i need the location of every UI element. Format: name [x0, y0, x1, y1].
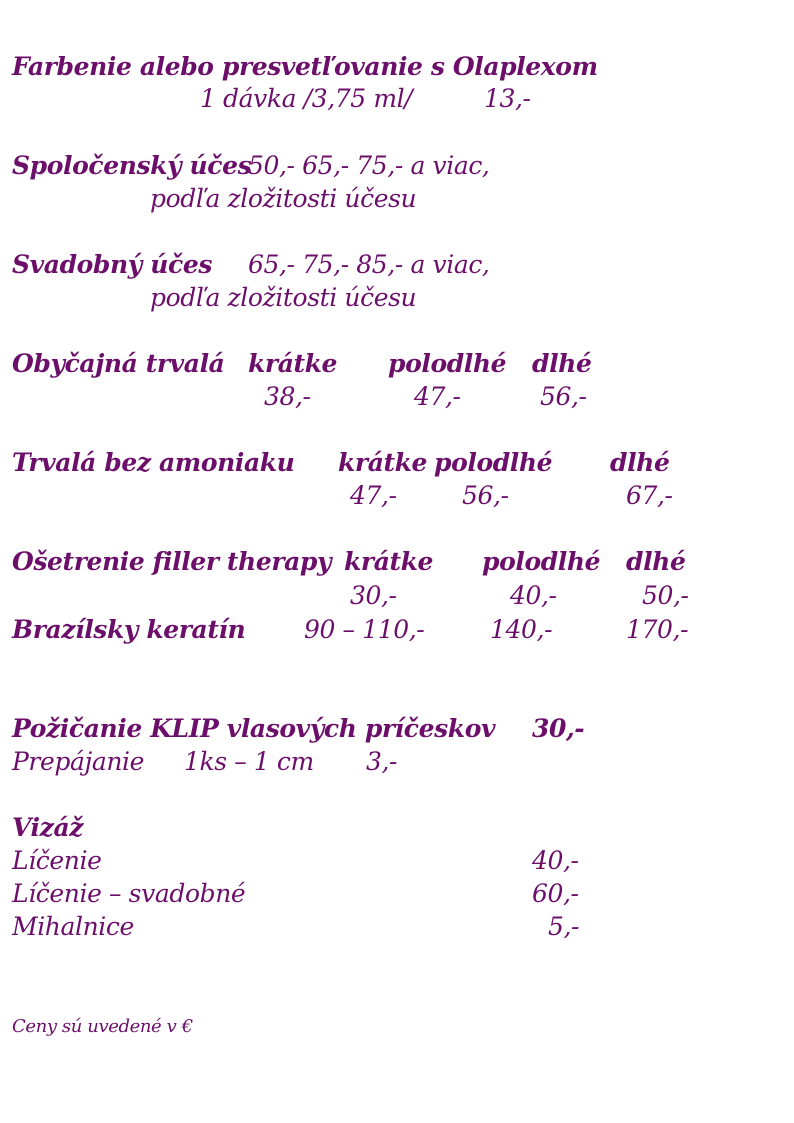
makeup-title: Vizáž: [12, 813, 84, 842]
coloring-title: Farbenie alebo presvetľovanie s Olaplexom: [12, 52, 598, 81]
clip-title: Požičanie KLIP vlasových príčeskov: [12, 714, 496, 743]
keratin-price-short: 90 – 110,-: [304, 615, 425, 644]
perm-no-ammonia-title: Trvalá bez amoniaku: [12, 448, 295, 477]
wedding-updo-title: Svadobný účes: [12, 250, 213, 279]
perm-no-ammonia-col-short: krátke: [338, 448, 428, 477]
rebinding-label: Prepájanie: [12, 747, 145, 776]
keratin-price-medium: 140,-: [490, 615, 553, 644]
coloring-price: 13,-: [484, 84, 531, 113]
perm-col-short: krátke: [248, 349, 338, 378]
filler-title: Ošetrenie filler therapy: [12, 547, 332, 576]
perm-no-ammonia-col-long: dlhé: [610, 448, 670, 477]
filler-col-short: krátke: [344, 547, 434, 576]
makeup-item-label: Mihalnice: [12, 912, 134, 941]
rebinding-unit: 1ks – 1 cm: [184, 747, 314, 776]
rebinding-price: 3,-: [366, 747, 398, 776]
keratin-price-long: 170,-: [626, 615, 689, 644]
perm-col-medium: polodlhé: [388, 349, 507, 378]
filler-col-medium: polodlhé: [482, 547, 601, 576]
makeup-item-label: Líčenie: [12, 846, 102, 875]
perm-title: Obyčajná trvalá: [12, 349, 225, 378]
clip-price: 30,-: [532, 714, 585, 743]
social-updo-title: Spoločenský účes: [12, 151, 252, 180]
filler-col-long: dlhé: [626, 547, 686, 576]
wedding-updo-note: podľa zložitosti účesu: [150, 283, 417, 312]
makeup-item-price: 40,-: [532, 846, 579, 875]
perm-price-short: 38,-: [264, 382, 311, 411]
perm-col-long: dlhé: [532, 349, 592, 378]
social-updo-note: podľa zložitosti účesu: [150, 184, 417, 213]
perm-no-ammonia-col-medium: polodlhé: [434, 448, 553, 477]
social-updo-prices: 50,- 65,- 75,- a viac,: [248, 151, 490, 180]
keratin-title: Brazílsky keratín: [12, 615, 246, 644]
filler-price-long: 50,-: [642, 581, 689, 610]
makeup-item-price: 5,-: [548, 912, 580, 941]
filler-price-short: 30,-: [350, 581, 397, 610]
coloring-dose: 1 dávka /3,75 ml/: [200, 84, 413, 113]
perm-no-ammonia-price-long: 67,-: [626, 481, 673, 510]
makeup-item-label: Líčenie – svadobné: [12, 879, 246, 908]
perm-no-ammonia-price-short: 47,-: [350, 481, 397, 510]
perm-price-medium: 47,-: [414, 382, 461, 411]
perm-price-long: 56,-: [540, 382, 587, 411]
makeup-item-price: 60,-: [532, 879, 579, 908]
footer-note: Ceny sú uvedené v €: [12, 1016, 193, 1037]
filler-price-medium: 40,-: [510, 581, 557, 610]
perm-no-ammonia-price-medium: 56,-: [462, 481, 509, 510]
wedding-updo-prices: 65,- 75,- 85,- a viac,: [248, 250, 490, 279]
